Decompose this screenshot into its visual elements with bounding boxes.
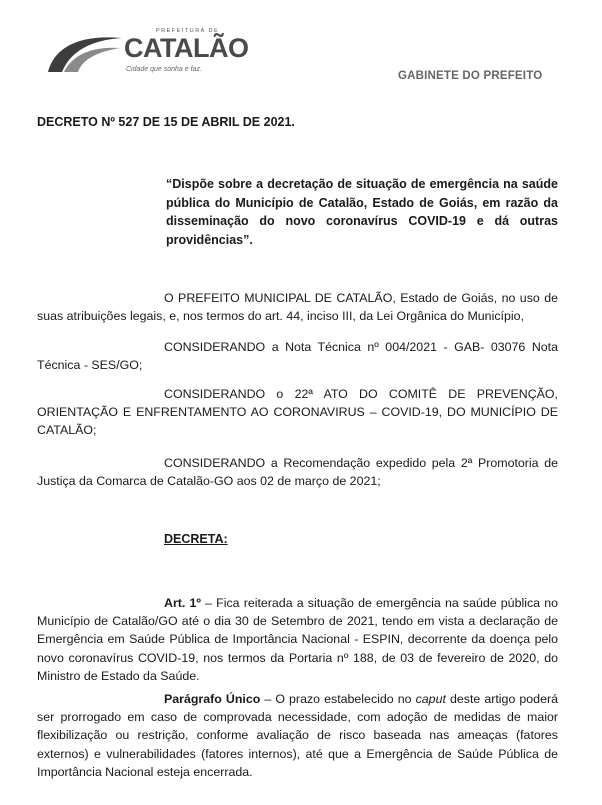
decree-title: DECRETO Nº 527 DE 15 DE ABRIL DE 2021.	[37, 115, 295, 129]
paragrafo-unico-label: Parágrafo Único	[164, 692, 261, 706]
considerando-paragraph-1	[37, 338, 558, 374]
paragrafo-unico-paragraph	[37, 690, 558, 781]
decreta-heading: DECRETA:	[164, 532, 228, 546]
considerando-paragraph-3	[37, 454, 558, 490]
article-1-text: – Fica reiterada a situação de emergência na saúde pública no Município de Catalão/GO até o dia 30 de Setembro de 2021, tendo em vista a declaração de Emergência em Saúde Pública de Importância Nacional - ESPIN, decorrente da doença pelo novo coronavírus COVID-19, nos termos da Portaria nº 188, de 03 de fevereiro de 2020, do Ministro de Estado da Saúde.	[37, 596, 558, 683]
article-1-paragraph	[37, 594, 558, 685]
logo-city-name: CATALÃO	[124, 33, 249, 63]
considerando-text-1: CONSIDERANDO a Nota Técnica nº 004/2021 - GAB- 03076 Nota Técnica - SES/GO;	[37, 340, 558, 373]
considerando-paragraph-2	[37, 385, 558, 440]
paragrafo-unico-text-1: – O prazo estabelecido no	[260, 692, 416, 706]
decree-ementa: “Dispõe sobre a decretação de situação de emergência na saúde pública do Município de Catalão, Estado de Goiás, em razão da disseminação do novo coronavírus COVID-19 e dá outras providências”.	[166, 177, 558, 247]
prefeitura-logo	[44, 24, 254, 80]
caput-term: caput	[415, 692, 446, 706]
considerando-text-3: CONSIDERANDO a Recomendação expedido pela 2ª Promotoria de Justiça da Comarca de Catalão-GO aos 02 de março de 2021;	[37, 456, 558, 489]
preamble-paragraph	[37, 289, 558, 325]
considerando-text-2: CONSIDERANDO o 22ª ATO DO COMITÊ DE PREVENÇÃO, ORIENTAÇÃO E ENFRENTAMENTO AO CORONAVIRUS – COVID-19, DO MUNICÍPIO DE CATALÃO;	[37, 387, 558, 438]
paragrafo-unico-text-2: deste artigo poderá ser prorrogado em caso de comprovada necessidade, com adoção de medidas de maior flexibilização ou restrição, conforme avaliação de risco baseada nas ameaças (fatores externos) e vulnerabilidades (fatores internos), até que a Emergência de Saúde Pública de Importância Nacional esteja encerrada.	[37, 692, 558, 779]
logo-tagline: Cidade que sonha e faz.	[126, 66, 202, 73]
article-1-label: Art. 1º	[164, 596, 201, 610]
office-name: GABINETE DO PREFEITO	[398, 70, 543, 82]
logo-prefix: PREFEITURA DE	[156, 28, 220, 34]
logo-swoosh-icon	[44, 28, 124, 76]
preamble-text: O PREFEITO MUNICIPAL DE CATALÃO, Estado de Goiás, no uso de suas atribuições legais, e, nos termos do art. 44, inciso III, da Lei Orgânica do Município,	[37, 291, 558, 324]
